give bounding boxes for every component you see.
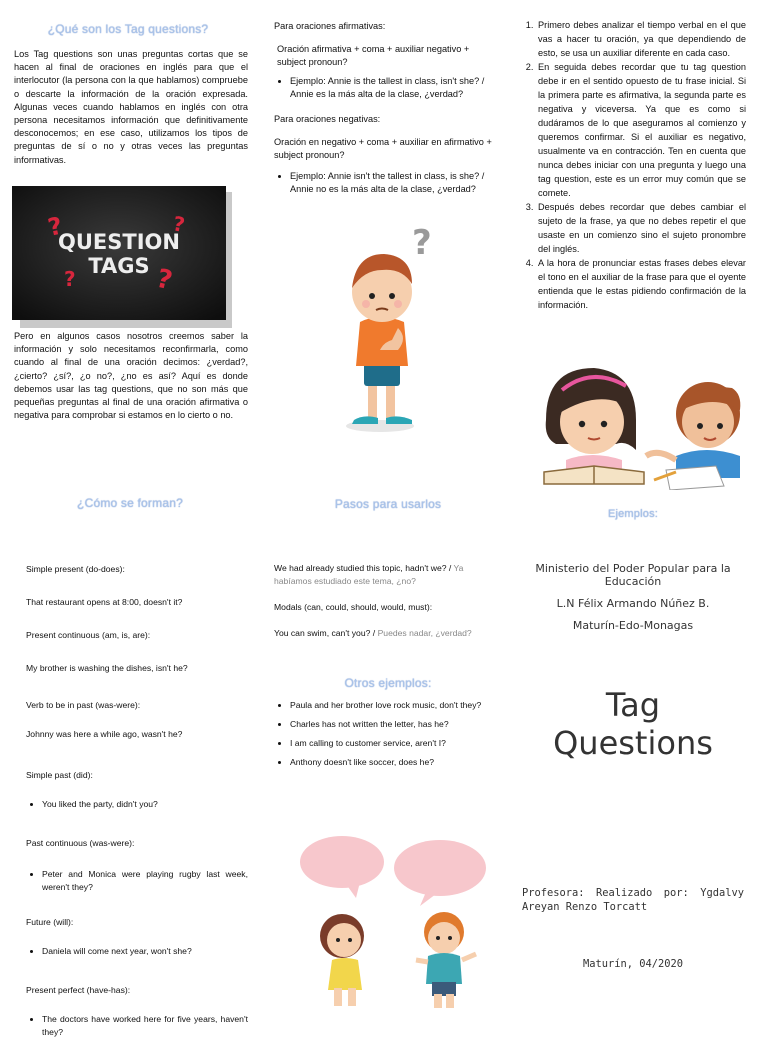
svg-text:?: ? [64,267,76,291]
simple-past-example: • You liked the party, didn't you? [42,798,248,811]
simple-present-example: That restaurant opens at 8:00, doesn't it? [26,597,183,607]
svg-text:?: ? [412,223,432,263]
school-location: Maturín-Edo-Monagas [572,619,694,632]
modal-example: You can swim, can't you? / [274,628,376,638]
other-example-1: • Paula and her brother love rock music, don't they? [290,700,496,711]
panel6-heading: Ejemplos: [607,508,659,520]
simple-present-title: Simple present (do-does): [26,564,125,574]
present-continuous-title: Present continuous (am, is, are): [26,630,151,640]
thinking-boy-illustration [320,222,440,436]
other-example-3: • I am calling to customer service, aren't I? [290,738,496,749]
title-questions: Questions [553,724,713,762]
negative-formula: Oración en negativo + coma + auxiliar en afirmativo + subject pronoun? [274,137,492,160]
title-tag: Tag [605,686,661,724]
svg-text:?: ? [45,211,65,242]
past-continuous-example: • Peter and Monica were playing rugby last week, weren't they? [42,868,248,894]
past-continuous-title: Past continuous (was-were): [26,838,135,848]
modal-translation: Puedes nadar, ¿verdad? [377,628,472,638]
formation-list [26,563,248,1047]
panel1-body2: Pero en algunos casos nosotros creemos saber la información y solo necesitamos reconfirmarla, como cuando al final de una oración decimos: ¿verdad?, ¿cierto? ¿sí?, ¿o no?, ¿no es así? Aquí es donde debemos usar las tag questions, que no son más que pequeñas preguntas al final de una oración afirmativa o negativa para comprobar si estamos en lo cierto o no. [14,331,248,421]
school-name: L.N Félix Armando Núñez B. [556,597,710,610]
past-perfect-example: We had already studied this topic, hadn't we? / [274,563,452,573]
step-1: 1. Primero debes analizar el tiempo verbal en el que vas a hacer tu oración, ya que dependiendo de esto, se usa un auxiliar diferente en cada caso. [536,18,746,60]
panel1-heading: ¿Qué son los Tag questions? [47,22,209,36]
credits: Profesora: Realizado por: Ygdalvy Areyan Renzo Torcatt [522,887,744,913]
present-continuous-example: My brother is washing the dishes, isn't he? [26,663,188,673]
present-perfect-example: • The doctors have worked here for five years, haven't they? [42,1013,248,1039]
kids-studying-illustration [536,360,764,490]
past-be-title: Verb to be in past (was-were): [26,700,141,710]
panel5-heading: Pasos para usarlos [334,497,442,511]
past-perfect-translation: Ya habíamos estudiado este tema, ¿no? [274,563,464,586]
date: Maturín, 04/2020 [582,958,684,970]
affirmative-example: • Ejemplo: Annie is the tallest in class, isn't she? / Annie es la más alta de la clase, ¿verdad? [290,75,500,101]
past-be-example: Johnny was here a while ago, wasn't he? [26,729,183,739]
present-perfect-title: Present perfect (have-has): [26,985,131,995]
image-text-question: QUESTION [58,230,180,254]
step-3: 3. Después debes recordar que debes cambiar el sujeto de la frase, ya que no debes repetir el que usaste en un comienzo sino el sujeto pronombre del inglés. [536,200,746,256]
simple-past-title: Simple past (did): [26,770,93,780]
affirmative-formula: Oración afirmativa + coma + auxiliar negativo + subject pronoun? [277,44,470,67]
svg-text:?: ? [171,211,187,237]
other-example-2: • Charles has not written the letter, has he? [290,719,496,730]
modals-title: Modals (can, could, should, would, must): [274,602,433,612]
talking-kids-illustration [296,832,500,1012]
future-example: • Daniela will come next year, won't she? [42,945,248,958]
negative-example: • Ejemplo: Annie isn't the tallest in class, is she? / Annie no es la más alta de la clase, ¿verdad? [290,170,500,196]
step-2: 2. En seguida debes recordar que tu tag question debe ir en el sentido opuesto de tu frase inicial. Si la primera parte es afirmativa, la segunda parte es negativa y viceversa. Ya que es como si dudáramos de lo que aseguramos al comienzo y queremos confirmar. Si el auxiliar es negativo, usualmente va en contracción. Ten en cuenta que nunca debes iniciar con una pregunta y luego una tag question, este es un error muy común que se comete. [536,60,746,200]
other-examples-heading: Otros ejemplos: [344,676,432,690]
ministry-name: Ministerio del Poder Popular para la Educación [535,562,731,588]
step-4: 4. A la hora de pronunciar estas frases debes elevar el tono en el auxiliar de la frase para que el oyente entienda que le estas pidiendo confirmación de la información. [536,256,746,312]
panel4-heading: ¿Cómo se forman? [77,496,183,510]
question-tags-image [12,186,232,328]
brochure-title [520,686,746,762]
image-text-tags: TAGS [88,254,150,278]
svg-text:?: ? [153,263,176,297]
other-example-4: • Anthony doesn't like soccer, does he? [290,757,496,768]
affirmative-title: Para oraciones afirmativas: [274,21,386,31]
panel1-intro: Los Tag questions son unas preguntas cortas que se hacen al final de oraciones en inglés para que el interlocutor (la persona con la que hablamos) compruebe o descarte la información de la oración expresada. Algunas veces cuando hablamos en inglés con otra persona necesitamos información que definitivamente desconocemos; en ese caso, utilizamos los tipos de preguntas de sí o no y otras veces las preguntas informativas. [14,49,248,165]
negative-title: Para oraciones negativas: [274,114,381,124]
future-title: Future (will): [26,917,74,927]
